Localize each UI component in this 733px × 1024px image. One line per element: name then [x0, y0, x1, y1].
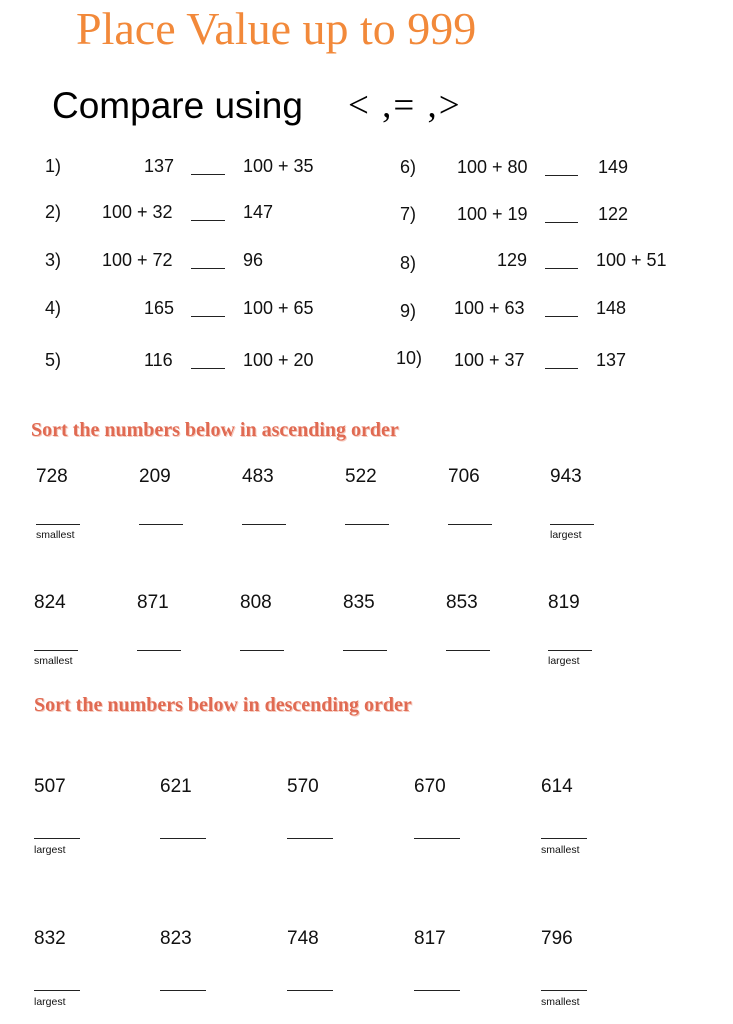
- answer-line[interactable]: [287, 990, 333, 991]
- answer-blank[interactable]: [545, 368, 578, 369]
- left-expression: 165: [144, 298, 175, 318]
- question-number: 1): [45, 156, 62, 176]
- left-expression: 100 + 19: [457, 204, 528, 224]
- left-expression: 100 + 37: [454, 350, 525, 370]
- number-item: 621: [160, 776, 192, 797]
- answer-line[interactable]: [34, 838, 80, 839]
- question-number: 2): [45, 202, 62, 222]
- largest-label: largest: [34, 844, 66, 856]
- answer-line[interactable]: [448, 524, 492, 525]
- right-expression: 100 + 65: [243, 298, 314, 318]
- right-expression: 100 + 20: [243, 350, 314, 370]
- right-expression: 122: [598, 204, 629, 224]
- right-expression: 147: [243, 202, 274, 222]
- number-item: 706: [448, 466, 480, 487]
- answer-blank[interactable]: [191, 174, 225, 175]
- descending-heading: Sort the numbers below in descending order: [34, 694, 412, 716]
- page-title: Place Value up to 999: [76, 3, 477, 54]
- answer-blank[interactable]: [191, 220, 225, 221]
- left-expression: 100 + 72: [102, 250, 173, 270]
- number-item: 209: [139, 466, 171, 487]
- answer-blank[interactable]: [545, 316, 578, 317]
- number-item: 819: [548, 592, 580, 613]
- answer-blank[interactable]: [545, 175, 578, 176]
- question-number: 9): [400, 301, 417, 321]
- answer-line[interactable]: [446, 650, 490, 651]
- question-number: 10): [396, 348, 423, 368]
- ascending-heading: Sort the numbers below in ascending order: [31, 419, 399, 441]
- question-number: 3): [45, 250, 62, 270]
- right-expression: 100 + 51: [596, 250, 667, 270]
- smallest-label: smallest: [541, 844, 580, 856]
- right-expression: 100 + 35: [243, 156, 314, 176]
- answer-line[interactable]: [160, 838, 206, 839]
- answer-line[interactable]: [548, 650, 592, 651]
- left-expression: 100 + 80: [457, 157, 528, 177]
- right-expression: 96: [243, 250, 264, 270]
- answer-line[interactable]: [414, 838, 460, 839]
- answer-line[interactable]: [343, 650, 387, 651]
- left-expression: 100 + 63: [454, 298, 525, 318]
- answer-blank[interactable]: [545, 268, 578, 269]
- left-expression: 116: [144, 350, 173, 370]
- answer-blank[interactable]: [191, 316, 225, 317]
- number-item: 832: [34, 928, 66, 949]
- answer-line[interactable]: [541, 990, 587, 991]
- number-item: 522: [345, 466, 377, 487]
- smallest-label: smallest: [541, 996, 580, 1008]
- number-item: 871: [137, 592, 169, 613]
- number-item: 728: [36, 466, 68, 487]
- answer-line[interactable]: [240, 650, 284, 651]
- answer-blank[interactable]: [191, 368, 225, 369]
- answer-line[interactable]: [414, 990, 460, 991]
- number-item: 943: [550, 466, 582, 487]
- answer-line[interactable]: [287, 838, 333, 839]
- number-item: 670: [414, 776, 446, 797]
- number-item: 570: [287, 776, 319, 797]
- largest-label: largest: [34, 996, 66, 1008]
- compare-heading: Compare using: [52, 85, 303, 126]
- answer-line[interactable]: [139, 524, 183, 525]
- largest-label: largest: [548, 655, 580, 667]
- answer-line[interactable]: [137, 650, 181, 651]
- number-item: 507: [34, 776, 66, 797]
- answer-line[interactable]: [550, 524, 594, 525]
- number-item: 823: [160, 928, 192, 949]
- question-number: 5): [45, 350, 62, 370]
- smallest-label: smallest: [34, 655, 73, 667]
- question-number: 4): [45, 298, 62, 318]
- answer-line[interactable]: [242, 524, 286, 525]
- answer-line[interactable]: [34, 650, 78, 651]
- answer-blank[interactable]: [191, 268, 225, 269]
- right-expression: 148: [596, 298, 627, 318]
- question-number: 6): [400, 157, 417, 177]
- number-item: 817: [414, 928, 446, 949]
- right-expression: 137: [596, 350, 627, 370]
- number-item: 483: [242, 466, 274, 487]
- left-expression: 137: [144, 156, 175, 176]
- answer-blank[interactable]: [545, 222, 578, 223]
- question-number: 8): [400, 253, 417, 273]
- smallest-label: smallest: [36, 529, 75, 541]
- answer-line[interactable]: [36, 524, 80, 525]
- answer-line[interactable]: [345, 524, 389, 525]
- answer-line[interactable]: [160, 990, 206, 991]
- answer-line[interactable]: [541, 838, 587, 839]
- left-expression: 129: [497, 250, 528, 270]
- number-item: 748: [287, 928, 319, 949]
- answer-line[interactable]: [34, 990, 80, 991]
- number-item: 853: [446, 592, 478, 613]
- right-expression: 149: [598, 157, 629, 177]
- question-number: 7): [400, 204, 417, 224]
- number-item: 796: [541, 928, 573, 949]
- number-item: 824: [34, 592, 66, 613]
- number-item: 614: [541, 776, 573, 797]
- compare-symbols: < ,= ,>: [348, 85, 462, 126]
- largest-label: largest: [550, 529, 582, 541]
- number-item: 835: [343, 592, 375, 613]
- number-item: 808: [240, 592, 272, 613]
- left-expression: 100 + 32: [102, 202, 173, 222]
